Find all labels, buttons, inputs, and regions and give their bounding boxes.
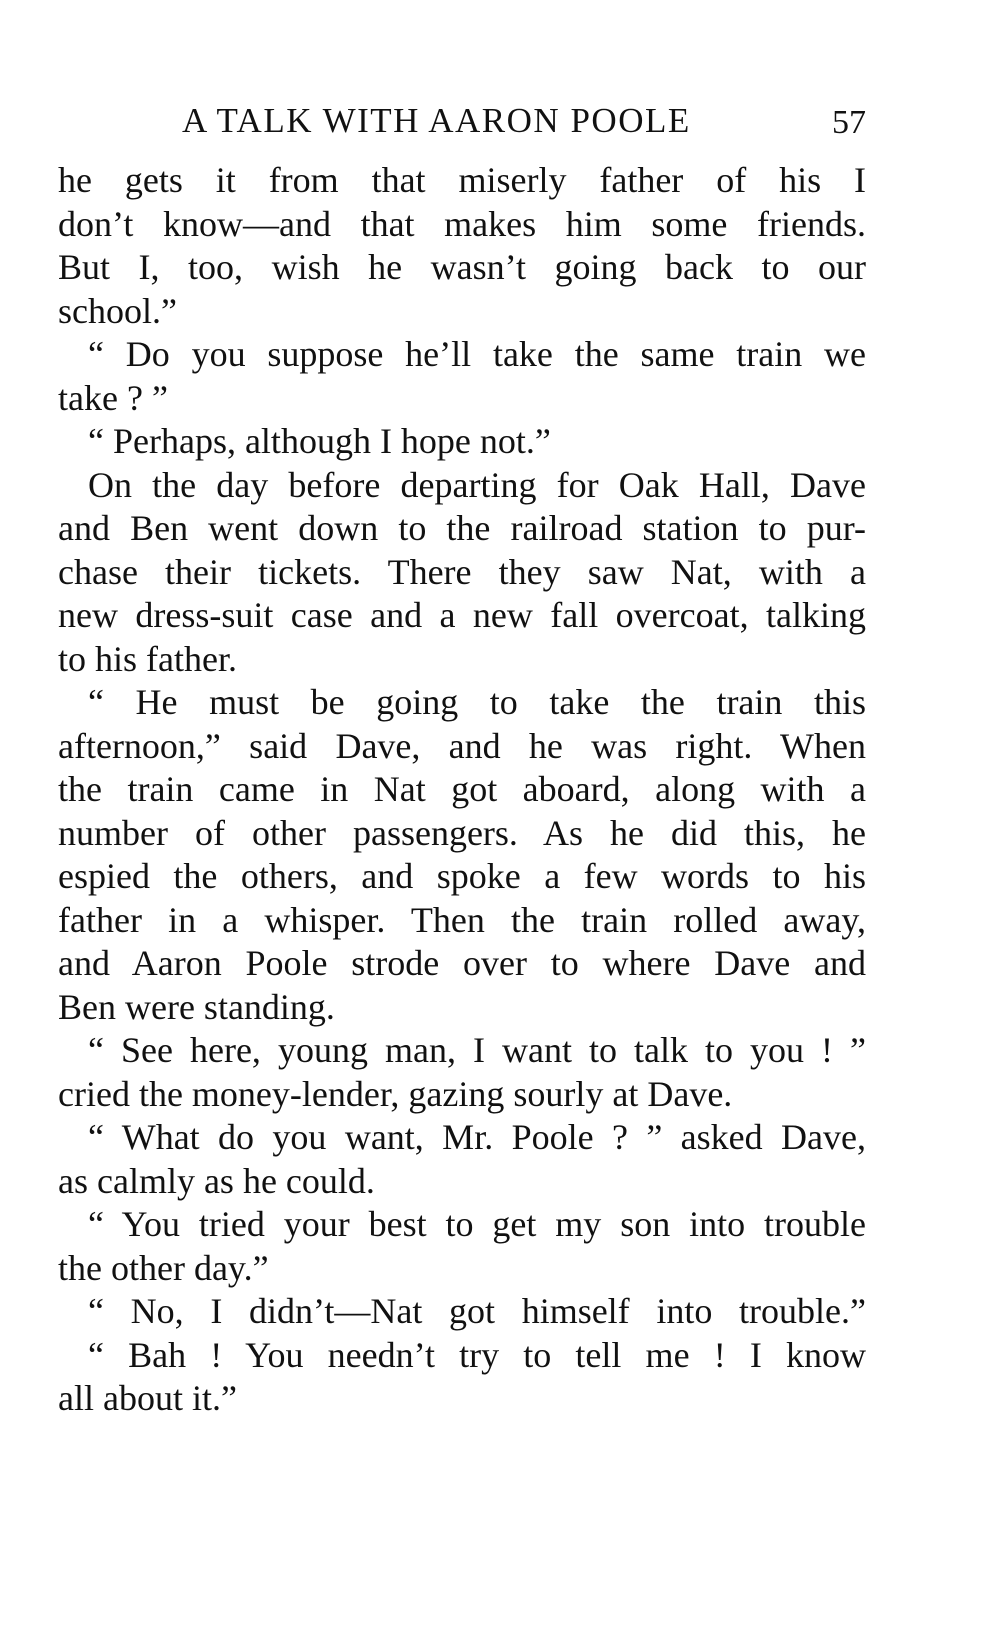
text-line: as calmly as he could. (58, 1160, 375, 1201)
text-line: “ Perhaps, although I hope not.” (88, 421, 551, 461)
body-text (58, 159, 866, 1421)
text-line: the other day.” (58, 1247, 269, 1288)
text-line: he gets it from that miserly father of his I (58, 160, 866, 200)
text-line: take ? ” (58, 377, 168, 418)
text-line: “ No, I didn’t—Nat got himself into trouble.” (88, 1291, 866, 1331)
chapter-title: A TALK WITH AARON POOLE (182, 101, 691, 140)
text-line: school.” (58, 290, 177, 331)
text-line: cried the money-lender, gazing sourly at Dave. (58, 1073, 733, 1114)
text-line: new dress-suit case and a new fall overcoat, talking (58, 595, 866, 635)
text-line: and Aaron Poole strode over to where Dave and (58, 943, 866, 983)
text-line: “ Bah ! You needn’t try to tell me ! I know (88, 1334, 866, 1375)
text-line: “ Do you suppose he’ll take the same train we (88, 334, 866, 374)
text-line: On the day before departing for Oak Hall, Dave (88, 464, 866, 505)
text-line: “ He must be going to take the train this (88, 682, 866, 722)
text-line: to his father. (58, 638, 237, 679)
text-line: and Ben went down to the railroad station to pur- (58, 508, 866, 548)
text-line: chase their tickets. There they saw Nat, with a (58, 551, 866, 592)
text-line: espied the others, and spoke a few words to his (58, 856, 866, 896)
text-line: “ See here, young man, I want to talk to you ! ” (88, 1030, 866, 1070)
text-line: the train came in Nat got aboard, along with a (58, 769, 866, 809)
text-line: “ What do you want, Mr. Poole ? ” asked Dave, (88, 1117, 866, 1157)
text-line: all about it.” (58, 1378, 237, 1418)
running-head (58, 98, 866, 144)
text-line: Ben were standing. (58, 986, 335, 1027)
page-number: 57 (832, 104, 866, 141)
text-line: afternoon,” said Dave, and he was right. When (58, 725, 866, 766)
text-line: father in a whisper. Then the train rolled away, (58, 899, 866, 940)
text-line: number of other passengers. As he did this, he (58, 812, 866, 853)
text-line: “ You tried your best to get my son into trouble (88, 1204, 866, 1244)
text-line: don’t know—and that makes him some friends. (58, 203, 866, 244)
text-line: But I, too, wish he wasn’t going back to our (58, 247, 866, 287)
